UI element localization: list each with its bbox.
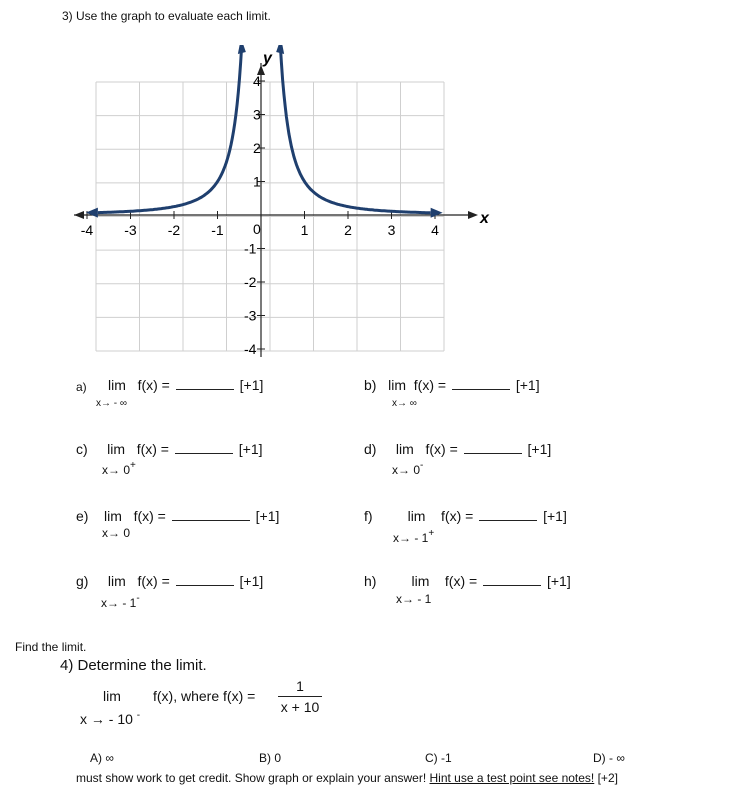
fx-label: f(x) = <box>444 573 478 589</box>
x-tick-label: -4 <box>80 222 94 238</box>
y-tick-label: 1 <box>253 173 261 190</box>
fraction-bar <box>278 696 322 697</box>
part-letter: f) <box>364 508 373 524</box>
choice-b[interactable]: B) 0 <box>259 751 282 765</box>
part-e <box>76 508 279 524</box>
answer-blank[interactable] <box>483 585 541 586</box>
q3-heading: 3) Use the graph to evaluate each limit. <box>62 9 271 23</box>
lim-word: lim <box>395 441 414 457</box>
part-h-approach: x→ - 1 <box>396 592 432 606</box>
part-g <box>76 573 263 589</box>
lim-word: lim <box>407 508 426 524</box>
approach-sup: - <box>136 710 141 721</box>
answer-blank[interactable] <box>175 453 233 454</box>
part-letter: c) <box>76 441 88 457</box>
lim-word: lim <box>108 377 126 393</box>
denominator: x + 10 <box>280 699 320 715</box>
points: [+1] <box>527 441 552 457</box>
points: [+1] <box>238 441 263 457</box>
part-e-approach: x→ 0 <box>102 526 131 540</box>
approach-sup: - <box>136 593 140 604</box>
x-axis-arrow-icon <box>468 211 478 219</box>
find-limit-label: Find the limit. <box>15 640 87 654</box>
q4-expr: f(x), where f(x) = <box>153 688 256 704</box>
points: [+1] <box>546 573 571 589</box>
part-letter: d) <box>364 441 377 457</box>
curve-left-branch <box>98 45 242 213</box>
x-tick-label: -3 <box>124 222 137 238</box>
x-tick-label: 2 <box>344 222 352 238</box>
part-h <box>364 573 571 589</box>
part-letter: a) <box>76 380 87 394</box>
part-letter: g) <box>76 573 89 589</box>
q4-lim: lim <box>103 688 121 704</box>
choice-c[interactable]: C) -1 <box>425 751 452 765</box>
hint-link[interactable]: Hint use a test point see notes! <box>429 771 595 785</box>
part-letter: b) <box>364 377 377 393</box>
points: [+1] <box>515 377 540 393</box>
y-tick-label: 2 <box>253 140 261 156</box>
curve-arrow-icon <box>86 208 98 218</box>
x-tick-label: -1 <box>211 222 224 238</box>
part-c-approach <box>102 460 136 477</box>
x-axis-left-arrow-icon <box>74 211 84 219</box>
approach-text: x→ - 1 <box>393 531 429 545</box>
answer-blank[interactable] <box>176 389 234 390</box>
approach-sup: + <box>130 460 136 471</box>
fx-label: f(x) = <box>137 377 170 393</box>
part-d <box>364 441 551 457</box>
q4-fraction <box>278 678 322 715</box>
answer-blank[interactable] <box>452 389 510 390</box>
points: [+1] <box>255 508 280 524</box>
y-tick-label: -2 <box>244 274 257 290</box>
graph-1-over-x-squared <box>70 45 490 365</box>
part-b-approach: x→ ∞ <box>392 398 417 409</box>
approach-sup: - <box>420 460 424 471</box>
y-tick-label: 3 <box>253 106 261 123</box>
points: [+1] <box>239 573 264 589</box>
x-axis-label: x <box>480 210 489 227</box>
fx-label: f(x) = <box>441 508 474 524</box>
approach-text: x→ - 1 <box>101 596 137 610</box>
choice-a[interactable]: A) ∞ <box>90 751 114 765</box>
y-tick-label: -1 <box>244 240 257 257</box>
part-a-approach: x→ - ∞ <box>96 398 128 409</box>
points: [+1] <box>239 377 264 393</box>
fx-label: f(x) = <box>137 573 170 589</box>
part-a-expr <box>108 377 263 393</box>
answer-blank[interactable] <box>479 520 537 521</box>
fx-label: f(x) = <box>133 508 166 524</box>
q4-note <box>76 771 618 785</box>
x-tick-label: -2 <box>167 222 181 238</box>
approach-sup: + <box>428 528 435 539</box>
y-tick-label: 4 <box>253 73 261 89</box>
part-letter: e) <box>76 508 89 524</box>
x-tick-label: 4 <box>431 222 439 238</box>
curve-right-branch <box>280 45 431 213</box>
part-letter: h) <box>364 573 377 589</box>
part-a <box>76 378 87 396</box>
approach-text: x → - 10 <box>80 711 133 727</box>
lim-word: lim <box>107 573 126 589</box>
note-points: [+2] <box>594 771 618 785</box>
part-f-approach <box>393 528 434 545</box>
fx-label: f(x) = <box>425 441 458 457</box>
part-d-approach <box>392 460 423 477</box>
answer-blank[interactable] <box>176 585 234 586</box>
answer-blank[interactable] <box>464 453 522 454</box>
fx-label: f(x) = <box>413 377 447 393</box>
lim-word: lim <box>104 508 122 524</box>
part-g-approach <box>101 593 140 610</box>
curve-arrow-icon <box>276 45 284 54</box>
numerator: 1 <box>296 678 304 694</box>
y-axis-label: y <box>263 50 272 67</box>
choice-d[interactable]: D) - ∞ <box>593 751 625 765</box>
approach-text: x→ 0 <box>102 463 131 477</box>
part-c <box>76 441 263 457</box>
x-tick-label: 3 <box>387 222 396 238</box>
approach-text: x→ 0 <box>392 463 421 477</box>
y-tick-label: -3 <box>244 307 257 324</box>
x-tick-label: 1 <box>300 222 309 238</box>
points: [+1] <box>543 508 567 524</box>
origin-label: 0 <box>253 221 261 237</box>
lim-word: lim <box>411 573 430 589</box>
part-b <box>364 377 540 393</box>
lim-word: lim <box>388 377 407 393</box>
fx-label: f(x) = <box>136 441 169 457</box>
q4-heading: 4) Determine the limit. <box>60 657 207 674</box>
part-f <box>364 508 567 524</box>
note-text: must show work to get credit. Show graph or explain your answer! <box>76 771 430 785</box>
answer-blank[interactable] <box>172 520 250 521</box>
q4-approach <box>80 710 140 727</box>
curve-arrow-icon <box>238 45 246 54</box>
y-tick-label: -4 <box>244 341 257 357</box>
lim-word: lim <box>107 441 126 457</box>
